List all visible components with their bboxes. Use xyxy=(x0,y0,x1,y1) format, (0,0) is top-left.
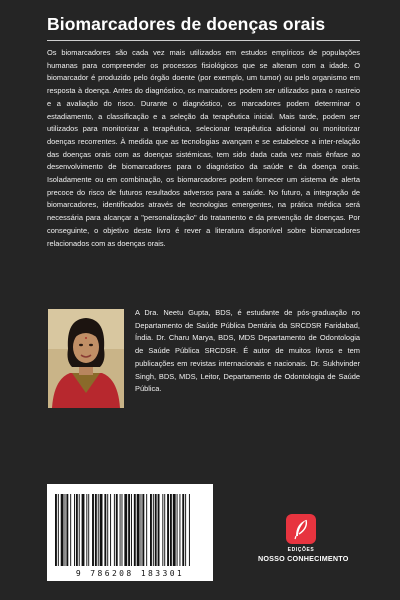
barcode-bar xyxy=(110,494,111,566)
barcode-bar xyxy=(141,494,142,566)
barcode-bar xyxy=(162,494,163,566)
barcode-bar xyxy=(61,494,64,566)
barcode-bar xyxy=(70,494,71,566)
barcode-bar xyxy=(88,494,89,566)
barcode-bar xyxy=(82,494,85,566)
barcode-bar xyxy=(131,494,132,566)
isbn-number: 9 786208 183301 xyxy=(75,569,185,578)
barcode-bar xyxy=(124,494,127,566)
barcode-bar xyxy=(153,494,154,566)
publisher-block xyxy=(258,514,349,563)
barcode-bar xyxy=(137,494,140,566)
barcode-bar xyxy=(100,494,103,566)
barcode xyxy=(47,484,213,581)
barcode-bar xyxy=(114,494,115,566)
barcode-bar xyxy=(122,494,123,566)
barcode-bar xyxy=(86,494,87,566)
barcode-bars xyxy=(55,494,205,566)
publisher-label-small: EDIÇÕES xyxy=(287,547,315,553)
barcode-bar xyxy=(65,494,66,566)
quill-logo-icon xyxy=(286,514,316,544)
barcode-bar xyxy=(58,494,59,566)
book-title: Biomarcadores de doenças orais xyxy=(47,14,326,34)
title-divider xyxy=(47,40,360,41)
barcode-bar xyxy=(128,494,130,566)
barcode-bar xyxy=(120,494,121,566)
barcode-bar xyxy=(116,494,118,566)
barcode-bar xyxy=(167,494,169,566)
barcode-bar xyxy=(104,494,106,566)
author-bio: A Dra. Neetu Gupta, BDS, é estudante de pós-graduação no Departamento de Saúde Pública Dentária da SRCDSR Faridabad, Índia. Dr. Charu Marya, BDS, MDS Departamento de Odontologia de Saúde Pública SRCDSR. É autor de muitos livros e tem publicações em revistas internacionais e nacionais. Dr. Sukhvinder Singh, BDS, MDS, Leitor, Departamento de Odontologia de Saúde Pública. xyxy=(135,308,360,394)
barcode-bar xyxy=(150,494,152,566)
barcode-bar xyxy=(179,494,180,566)
barcode-bar xyxy=(107,494,108,566)
barcode-bar xyxy=(55,494,57,566)
barcode-bar xyxy=(170,494,172,566)
barcode-bar xyxy=(142,494,144,566)
barcode-bar xyxy=(98,494,99,566)
barcode-bar xyxy=(177,494,178,566)
barcode-bar xyxy=(155,494,157,566)
barcode-bar xyxy=(173,494,176,566)
barcode-bar xyxy=(79,494,80,566)
barcode-bar xyxy=(185,494,186,566)
barcode-bar xyxy=(146,494,147,566)
barcode-bar xyxy=(189,494,190,566)
barcode-bar xyxy=(158,494,160,566)
publisher-name: NOSSO CONHECIMENTO xyxy=(258,554,349,563)
barcode-bar xyxy=(164,494,165,566)
barcode-bar xyxy=(76,494,78,566)
book-description: Os biomarcadores são cada vez mais utilizados em estudos empíricos de populações humanas para compreender os processos fisiológicos que se alteram com a idade. O biomarcador é produzido pelo órgão doente (por exemplo, um tumor) ou pelo organismo em resposta à doença. Antes do diagnóstico, os marcadores podem ser utilizados para o rastreio e a avaliação do risco. Durante o diagnóstico, os marcadores podem determinar o estadiamento, a classificação e a seleção da terapêutica inicial. Mais tarde, podem ser utilizados para monitorizar a terapêutica, selecionar terapêutica adicional ou monitorizar doenças recorrentes. À medida que as tecnologias avançam e se estabelece a inter-relação das doenças orais com as doenças sistémicas, tem sido dada cada vez mais ênfase ao desenvolvimento de biomarcadores para o diagnóstico da saúde e da doença orais. Isoladamente ou em combinação, os biomarcadores podem fornecer um sistema de alerta precoce do risco de futuros resultados adversos para a saúde. No futuro, a integração de biomarcadores, identificados através de tecnologias emergentes, na prática médica será necessária para alcançar a "personalização" do tratamento e da prevenção de doenças. Por conseguinte, o objetivo deste livro é rever a literatura disponível sobre biomarcadores relacionados com as doenças orais. xyxy=(47,48,360,248)
barcode-bar xyxy=(74,494,75,566)
barcode-bar xyxy=(95,494,97,566)
barcode-bar xyxy=(66,494,68,566)
barcode-bar xyxy=(182,494,184,566)
barcode-bar xyxy=(134,494,136,566)
author-photo xyxy=(48,309,124,408)
barcode-bar xyxy=(92,494,94,566)
